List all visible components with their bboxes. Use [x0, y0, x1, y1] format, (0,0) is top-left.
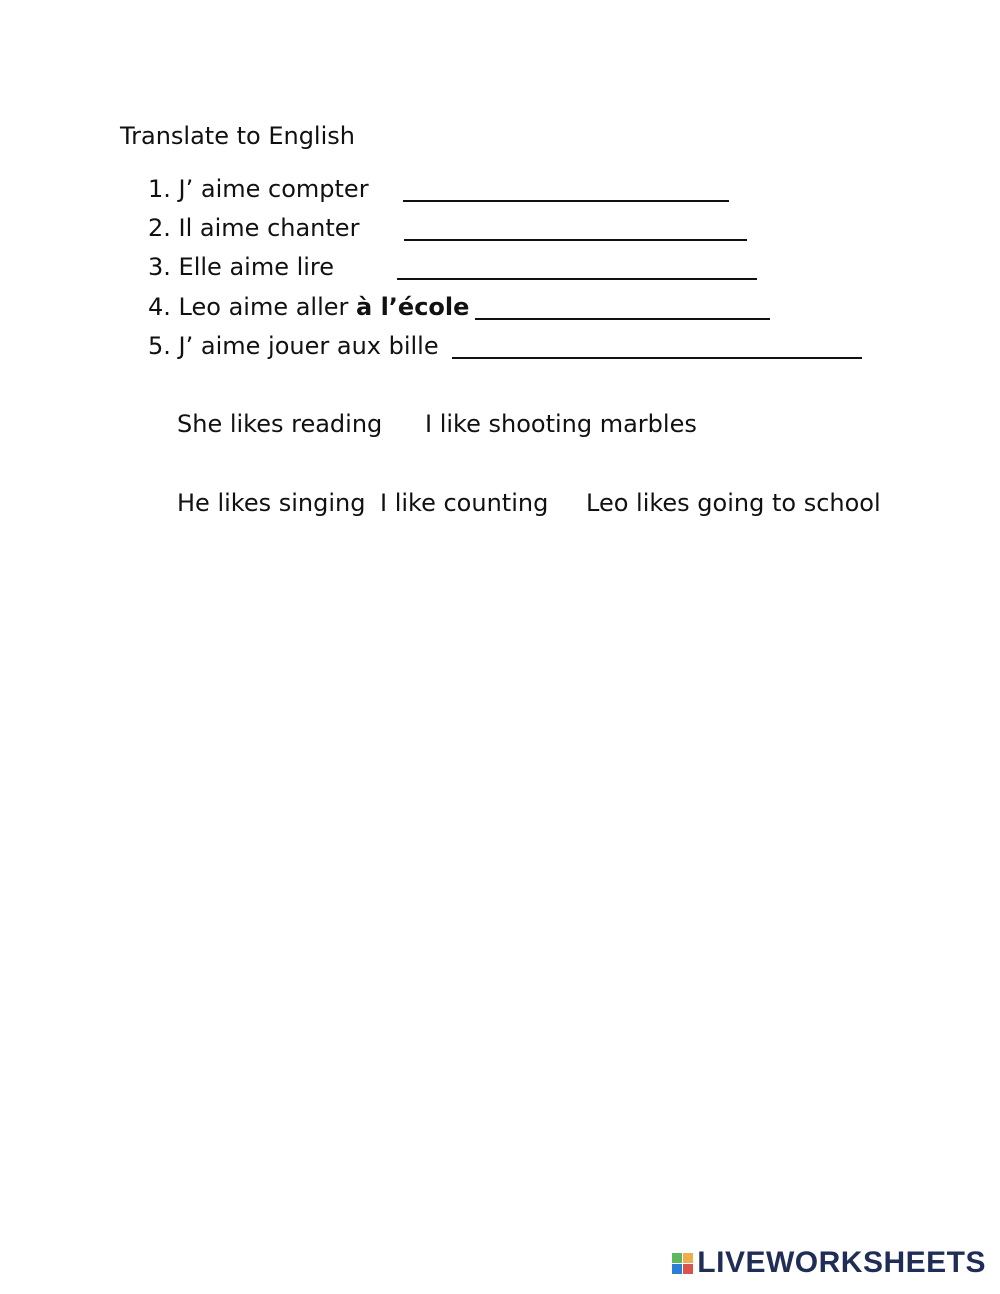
answer-blank-5[interactable] [452, 357, 862, 359]
word-bank-option[interactable]: I like shooting marbles [425, 410, 697, 438]
logo-mark-icon [672, 1253, 693, 1274]
exercise-item-4 [148, 293, 469, 321]
answer-blank-4[interactable] [475, 318, 770, 320]
item-prompt: J’ aime compter [178, 175, 369, 203]
word-bank-option[interactable]: Leo likes going to school [586, 489, 881, 517]
exercise-item-2 [148, 214, 359, 242]
item-number: 5. [148, 332, 171, 360]
item-prompt: Leo aime aller [178, 293, 357, 321]
answer-blank-1[interactable] [403, 200, 729, 202]
word-bank-option[interactable]: I like counting [380, 489, 549, 517]
liveworksheets-logo [672, 1246, 986, 1280]
logo-text: LIVEWORKSHEETS [697, 1246, 986, 1279]
item-prompt: Il aime chanter [178, 214, 360, 242]
item-prompt-bold: à l’école [356, 293, 470, 321]
item-number: 2. [148, 214, 171, 242]
answer-blank-3[interactable] [397, 278, 757, 280]
word-bank-option[interactable]: He likes singing [177, 489, 366, 517]
item-number: 4. [148, 293, 171, 321]
word-bank-option[interactable]: She likes reading [177, 410, 383, 438]
worksheet-title: Translate to English [120, 122, 355, 150]
exercise-item-5 [148, 332, 439, 360]
exercise-item-1 [148, 175, 369, 203]
exercise-item-3 [148, 253, 334, 281]
item-number: 3. [148, 253, 171, 281]
item-number: 1. [148, 175, 171, 203]
item-prompt: J’ aime jouer aux bille [178, 332, 439, 360]
answer-blank-2[interactable] [404, 239, 747, 241]
item-prompt: Elle aime lire [178, 253, 335, 281]
